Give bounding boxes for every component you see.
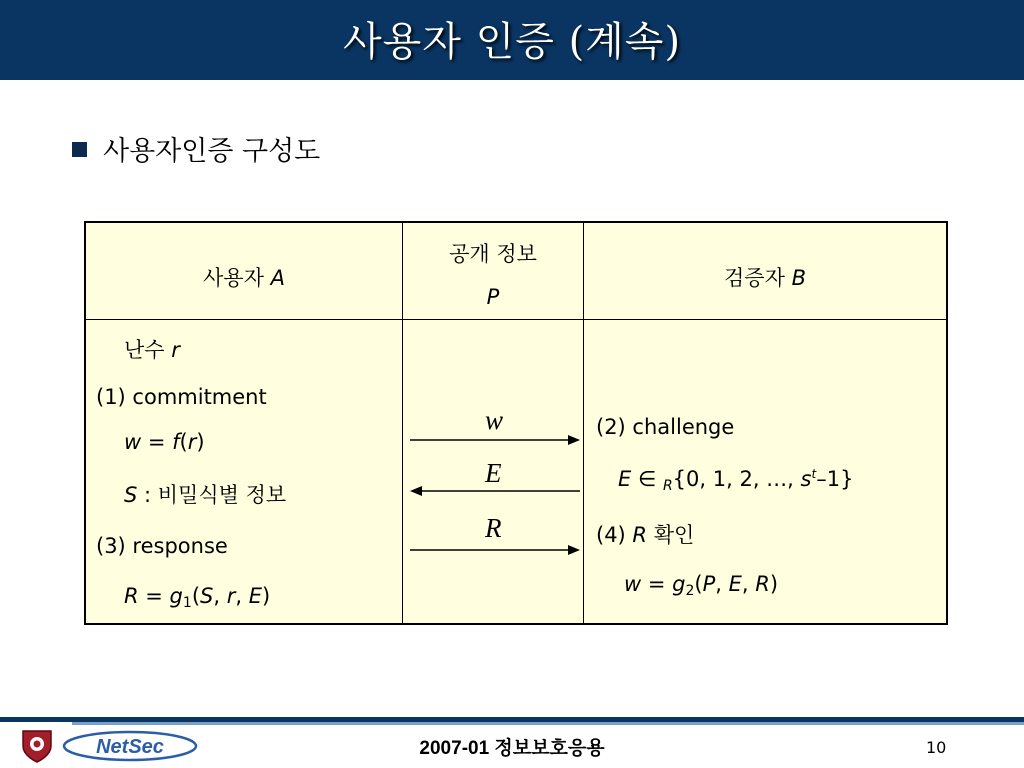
commitment-equation: w = f(r) xyxy=(124,430,205,454)
left-arrow-icon xyxy=(410,483,580,499)
right-arrow-icon xyxy=(410,432,580,448)
bullet-text: 사용자인증 구성도 xyxy=(103,135,321,167)
header-public-info-var: P xyxy=(486,285,500,309)
header-user-a: 사용자 A xyxy=(203,266,285,290)
square-bullet-icon xyxy=(72,142,87,157)
arrow-w-label: w xyxy=(485,405,504,435)
footer-rule-accent xyxy=(72,722,1024,725)
footer-course: 2007-01 정보보호응용 xyxy=(419,738,605,759)
step4-line: (4) R 확인 xyxy=(596,523,695,547)
arrow-r-label: R xyxy=(485,513,502,543)
verify-equation: $w = g_2(P$, E, R) xyxy=(624,572,779,599)
step1-line: (1) commitment xyxy=(96,385,267,409)
netsec-logo-text: NetSec xyxy=(96,736,164,758)
page-number: 10 xyxy=(926,738,947,757)
header-public-info: 공개 정보 xyxy=(449,242,537,266)
auth-diagram-table xyxy=(84,221,948,625)
secret-info-line: S : 비밀식별 정보 xyxy=(124,483,287,507)
challenge-set: E ∈ $_R${0, 1, 2, …, $s^t-1$} xyxy=(618,467,854,494)
right-arrow-icon xyxy=(410,542,580,558)
step2-line: (2) challenge xyxy=(596,415,735,439)
slide-title: 사용자 인증 (계속) xyxy=(342,19,682,65)
bullet-item xyxy=(72,132,321,167)
header-verifier-b: 검증자 B xyxy=(724,266,806,290)
column-divider xyxy=(402,223,403,623)
step3-line: (3) response xyxy=(96,534,228,558)
response-equation: $R = g_1(S$, r, E) xyxy=(124,584,271,611)
nonce-line: 난수 r xyxy=(124,338,180,362)
header-divider xyxy=(86,319,946,320)
arrow-e-label: E xyxy=(485,458,502,488)
